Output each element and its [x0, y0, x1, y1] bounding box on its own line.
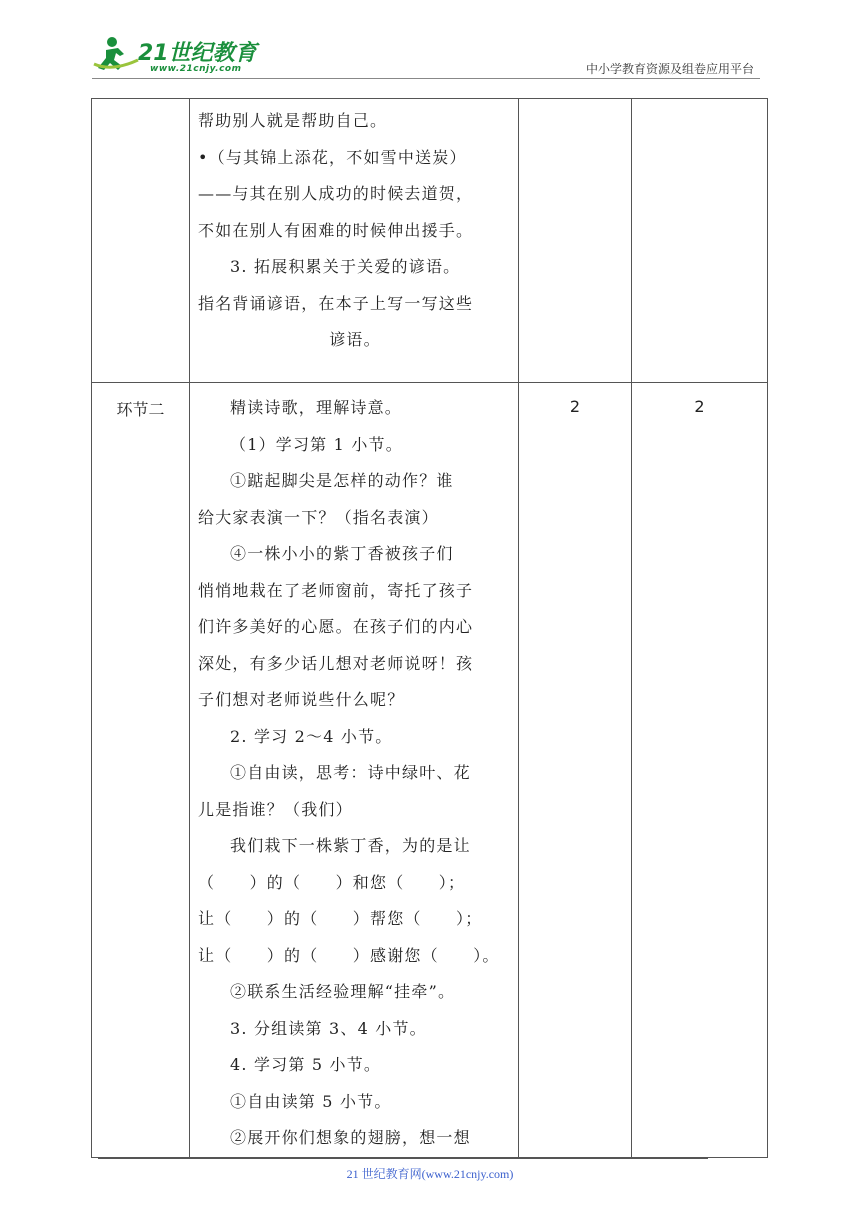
text-line: 们许多美好的心愿。在孩子们的内心 — [198, 617, 474, 636]
text-line: （1）学习第 1 小节。 — [230, 434, 403, 454]
text-line: ②联系生活经验理解“挂牵”。 — [230, 982, 456, 1001]
text-line: ①自由读第 5 小节。 — [230, 1091, 392, 1111]
text-line: ——与其在别人成功的时候去道贺， — [198, 184, 474, 203]
section-cell: 环节二 — [92, 383, 190, 1158]
text-line: （ ）的（ ）和您（ ）； — [198, 872, 466, 892]
table-row — [92, 383, 768, 1158]
text-line: •（与其锦上添花，不如雪中送炭） — [198, 147, 467, 167]
text-line: 子们想对老师说些什么呢？ — [198, 690, 405, 709]
runner-logo-icon — [92, 30, 262, 82]
content-cell — [190, 383, 519, 1158]
time-cell — [519, 99, 632, 383]
text-line: ①自由读，思考：诗中绿叶、花 — [230, 763, 471, 782]
content-cell — [190, 99, 519, 383]
text-line: 深处，有多少话儿想对老师说呀！孩 — [198, 653, 474, 673]
time-cell: 2 — [519, 383, 632, 1158]
site-logo — [92, 30, 262, 82]
platform-name: 中小学教育资源及组卷应用平台 — [585, 62, 754, 76]
note-cell: 2 — [632, 383, 768, 1158]
text-line: 让（ ）的（ ）感谢您（ ）。 — [198, 945, 500, 965]
text-line: 4. 学习第 5 小节。 — [230, 1055, 382, 1074]
text-line: 2. 学习 2～4 小节。 — [230, 726, 393, 746]
text-line: 让（ ）的（ ）帮您（ ）； — [198, 909, 483, 928]
note-cell — [632, 99, 768, 383]
text-line: 我们栽下一株紫丁香，为的是让 — [230, 836, 471, 855]
text-line: 不如在别人有困难的时候伸出援手。 — [198, 220, 474, 240]
footer-divider — [98, 1158, 708, 1159]
text-line: 帮助别人就是帮助自己。 — [198, 111, 388, 130]
text-line: ②展开你们想象的翅膀，想一想 — [230, 1128, 471, 1147]
text-line: 悄悄地栽在了老师窗前，寄托了孩子 — [198, 580, 474, 600]
text-line: 儿是指谁？（我们） — [198, 799, 353, 819]
text-line: ①踮起脚尖是怎样的动作？谁 — [230, 471, 454, 490]
lesson-table — [91, 98, 768, 1158]
logo-url: www.21cnjy.com — [150, 64, 242, 74]
svg-text:21世纪教育: 21世纪教育 — [138, 41, 257, 66]
text-line: 谚语。 — [329, 330, 381, 349]
header-divider — [92, 78, 760, 79]
footer-link[interactable]: 21 世纪教育网(www.21cnjy.com) — [346, 1167, 514, 1181]
table-row — [92, 99, 768, 383]
text-line: 3. 拓展积累关于关爱的谚语。 — [230, 257, 461, 276]
text-line: 3. 分组读第 3、4 小节。 — [230, 1018, 427, 1038]
text-line: 给大家表演一下？（指名表演） — [198, 507, 439, 527]
text-line: 精读诗歌，理解诗意。 — [230, 398, 403, 417]
text-line: 指名背诵谚语，在本子上写一写这些 — [198, 293, 474, 313]
text-line: ④一株小小的紫丁香被孩子们 — [230, 544, 454, 563]
section-cell — [92, 99, 190, 383]
